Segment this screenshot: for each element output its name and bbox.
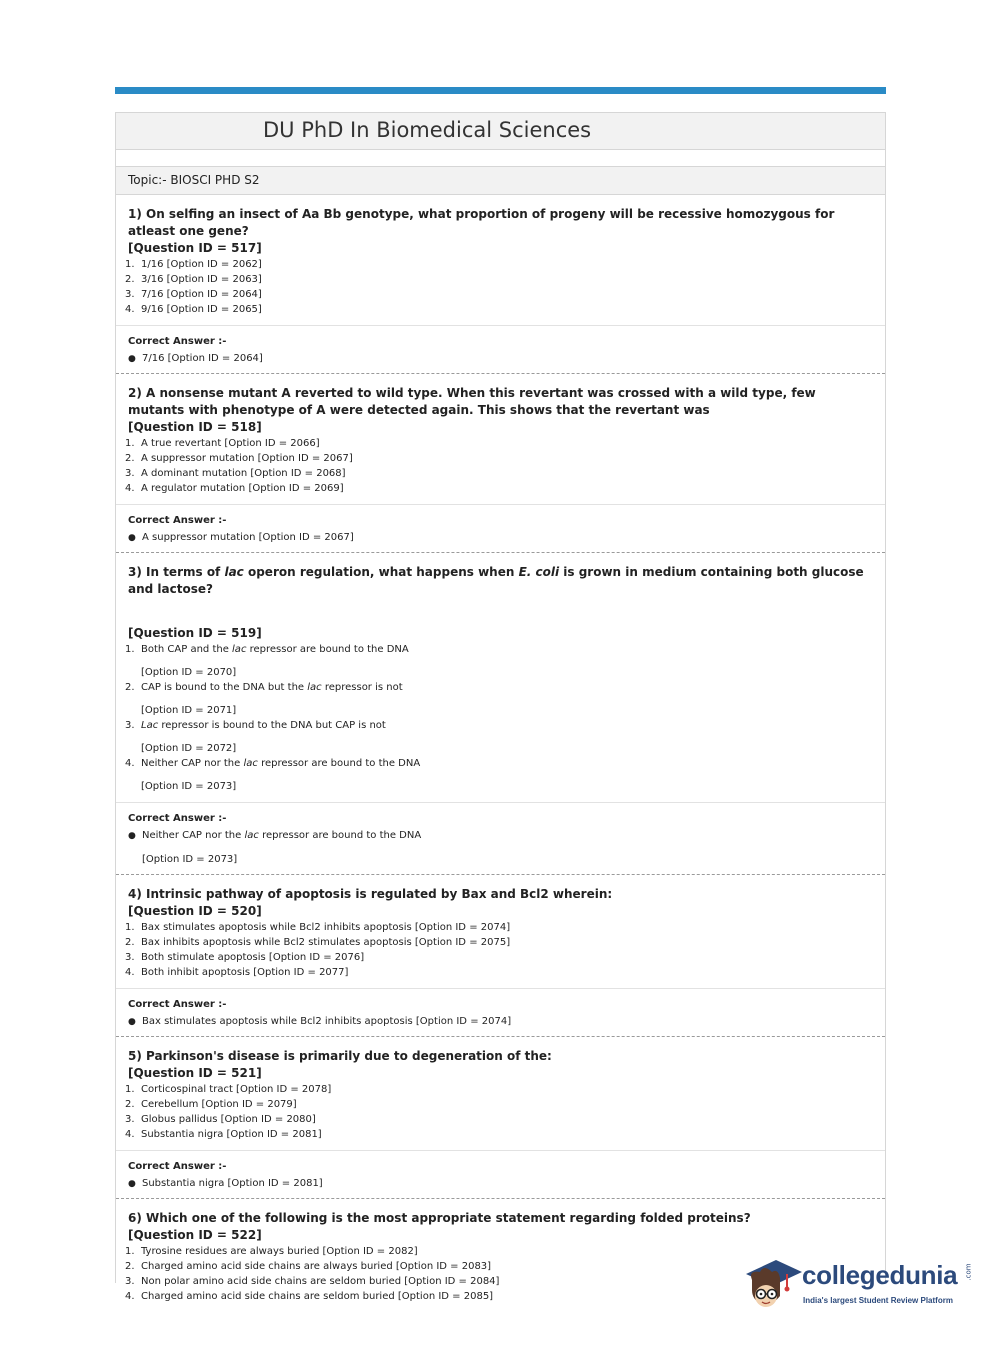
correct-answer-value: ● A suppressor mutation [Option ID = 2067] xyxy=(128,530,873,546)
question-text: 1) On selfing an insect of Aa Bb genotype, what proportion of progeny will be recessive homozygous for atleast one gene? xyxy=(128,207,835,238)
logo-wordmark: collegedunia xyxy=(802,1260,958,1290)
correct-answer-block xyxy=(116,802,885,874)
mascot-icon xyxy=(742,1250,804,1316)
question-id: [Question ID = 521] xyxy=(128,1066,262,1080)
option-item: 2. Cerebellum [Option ID = 2079] xyxy=(125,1099,297,1110)
question-3 xyxy=(116,553,885,794)
option-item: 1. Corticospinal tract [Option ID = 2078] xyxy=(125,1084,332,1095)
option-item: 3. Lac repressor is bound to the DNA but CAP is not [Option ID = 2072] xyxy=(125,720,386,754)
option-item: 1. Bax stimulates apoptosis while Bcl2 inhibits apoptosis [Option ID = 2074] xyxy=(125,922,511,933)
option-item: 4. 9/16 [Option ID = 2065] xyxy=(125,304,262,315)
options-list xyxy=(125,1082,873,1142)
logo-tagline: India's largest Student Review Platform xyxy=(803,1296,953,1305)
correct-answer-block xyxy=(116,504,885,552)
question-text: 6) Which one of the following is the most appropriate statement regarding folded proteins? xyxy=(128,1211,751,1225)
header-accent-bar xyxy=(115,87,886,94)
options-list xyxy=(125,642,873,794)
correct-answer-value: ● Substantia nigra [Option ID = 2081] xyxy=(128,1176,873,1192)
question-text: 3) In terms of lac operon regulation, what happens when E. coli is grown in medium containing both glucose and lactose? xyxy=(128,565,864,596)
option-item: 4. Substantia nigra [Option ID = 2081] xyxy=(125,1129,322,1140)
title-row xyxy=(116,113,885,150)
option-item: 4. Both inhibit apoptosis [Option ID = 2077] xyxy=(125,967,349,978)
option-item: 1. A true revertant [Option ID = 2066] xyxy=(125,438,320,449)
options-list xyxy=(125,920,873,980)
option-item: 2. 3/16 [Option ID = 2063] xyxy=(125,274,262,285)
correct-answer-label: Correct Answer :- xyxy=(128,336,227,347)
correct-answer-label: Correct Answer :- xyxy=(128,1161,227,1172)
question-2 xyxy=(116,374,885,496)
option-item: 3. A dominant mutation [Option ID = 2068] xyxy=(125,468,346,479)
bullet-icon: ● xyxy=(128,1017,136,1027)
correct-answer-block xyxy=(116,325,885,373)
correct-answer-value: ● 7/16 [Option ID = 2064] xyxy=(128,351,873,367)
option-item: 4. Charged amino acid side chains are seldom buried [Option ID = 2085] xyxy=(125,1291,494,1302)
correct-answer-value: ● Bax stimulates apoptosis while Bcl2 inhibits apoptosis [Option ID = 2074] xyxy=(128,1014,873,1030)
option-item: 2. Bax inhibits apoptosis while Bcl2 stimulates apoptosis [Option ID = 2075] xyxy=(125,937,511,948)
option-item: 1. Both CAP and the lac repressor are bound to the DNA [Option ID = 2070] xyxy=(125,644,409,678)
question-id: [Question ID = 519] xyxy=(128,626,262,640)
option-item: 2. A suppressor mutation [Option ID = 2067] xyxy=(125,453,353,464)
option-item: 4. Neither CAP nor the lac repressor are bound to the DNA [Option ID = 2073] xyxy=(125,758,421,792)
question-1 xyxy=(116,195,885,317)
option-item: 3. 7/16 [Option ID = 2064] xyxy=(125,289,262,300)
question-id: [Question ID = 522] xyxy=(128,1228,262,1242)
options-list xyxy=(125,436,873,496)
bullet-icon: ● xyxy=(128,1179,136,1189)
option-item: 2. Charged amino acid side chains are always buried [Option ID = 2083] xyxy=(125,1261,492,1272)
logo-dotcom: .com xyxy=(964,1263,973,1281)
question-id: [Question ID = 520] xyxy=(128,904,262,918)
option-item: 3. Globus pallidus [Option ID = 2080] xyxy=(125,1114,316,1125)
correct-answer-label: Correct Answer :- xyxy=(128,515,227,526)
correct-answer-block xyxy=(116,988,885,1036)
option-item: 1. Tyrosine residues are always buried [Option ID = 2082] xyxy=(125,1246,418,1257)
bullet-icon: ● xyxy=(128,354,136,364)
spacer-row xyxy=(116,150,885,167)
correct-answer-value: ● Neither CAP nor the lac repressor are bound to the DNA [Option ID = 2073] xyxy=(128,830,422,865)
correct-answer-label: Correct Answer :- xyxy=(128,813,227,824)
option-item: 2. CAP is bound to the DNA but the lac repressor is not [Option ID = 2071] xyxy=(125,682,403,716)
question-5 xyxy=(116,1037,885,1142)
option-item: 3. Non polar amino acid side chains are seldom buried [Option ID = 2084] xyxy=(125,1276,500,1287)
question-text: 5) Parkinson's disease is primarily due to degeneration of the: xyxy=(128,1049,552,1063)
correct-answer-block xyxy=(116,1150,885,1198)
page-title: DU PhD In Biomedical Sciences xyxy=(263,118,592,142)
correct-answer-label: Correct Answer :- xyxy=(128,999,227,1010)
question-4 xyxy=(116,875,885,980)
topic-label: Topic:- BIOSCI PHD S2 xyxy=(116,167,885,195)
options-list xyxy=(125,257,873,317)
question-id: [Question ID = 517] xyxy=(128,241,262,255)
bullet-icon: ● xyxy=(128,533,136,543)
option-item: 4. A regulator mutation [Option ID = 2069] xyxy=(125,483,344,494)
option-item: 3. Both stimulate apoptosis [Option ID = 2076] xyxy=(125,952,365,963)
collegedunia-logo xyxy=(742,1250,972,1316)
bullet-icon: ● xyxy=(128,831,136,841)
question-id: [Question ID = 518] xyxy=(128,420,262,434)
question-text: 2) A nonsense mutant A reverted to wild type. When this revertant was crossed with a wild type, few mutants with phenotype of A were detected again. This shows that the revertant was xyxy=(128,386,816,417)
option-item: 1. 1/16 [Option ID = 2062] xyxy=(125,259,262,270)
question-text: 4) Intrinsic pathway of apoptosis is regulated by Bax and Bcl2 wherein: xyxy=(128,887,613,901)
